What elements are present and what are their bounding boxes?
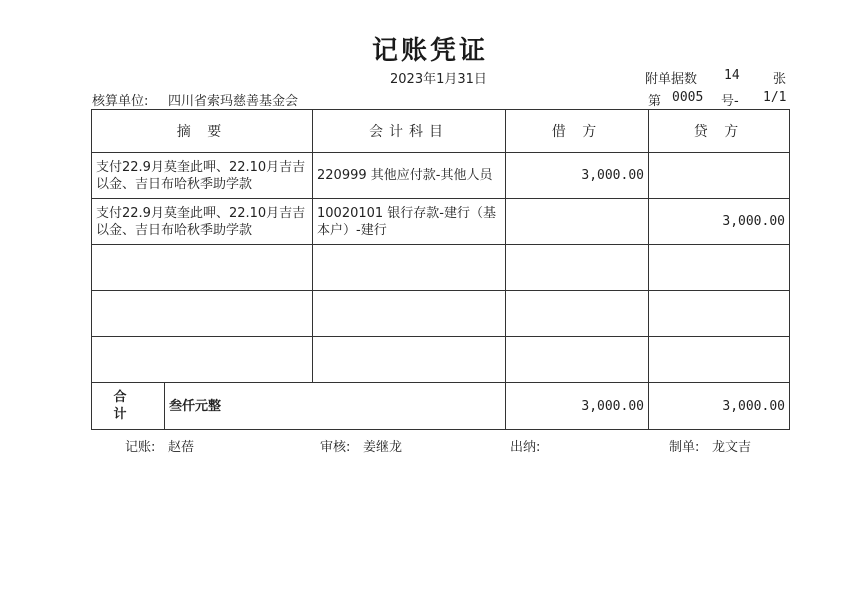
empty-cell — [649, 337, 790, 383]
empty-cell — [506, 291, 649, 337]
attachment-count: 14 — [724, 68, 740, 83]
voucher-number: 0005 — [672, 90, 704, 105]
total-cell — [92, 383, 506, 430]
voucher-page: 1/1 — [763, 90, 787, 105]
empty-cell — [92, 245, 313, 291]
row-debit: 3,000.00 — [506, 153, 649, 199]
row-debit — [506, 199, 649, 245]
empty-cell — [649, 291, 790, 337]
empty-cell — [649, 245, 790, 291]
row-account: 10020101 银行存款-建行（基本户）-建行 — [313, 199, 506, 245]
empty-cell — [313, 291, 506, 337]
table-row-empty — [92, 337, 790, 383]
attachment-label: 附单据数 — [645, 72, 698, 87]
attachment-unit: 张 — [773, 72, 787, 87]
reviewer-name: 姜继龙 — [363, 440, 403, 455]
total-debit: 3,000.00 — [506, 383, 649, 430]
column-header-account: 会计科目 — [313, 110, 506, 153]
empty-cell — [313, 337, 506, 383]
total-credit: 3,000.00 — [649, 383, 790, 430]
column-header-debit: 借 方 — [506, 110, 649, 153]
table-row-empty — [92, 245, 790, 291]
voucher-date: 2023年1月31日 — [390, 72, 487, 87]
voucher-title: 记账凭证 — [371, 36, 488, 66]
total-row — [92, 383, 790, 430]
row-summary: 支付22.9月莫奎此呷、22.10月吉吉以金、吉日布哈秋季助学款 — [92, 199, 313, 245]
table-row — [92, 153, 790, 199]
table-row — [92, 199, 790, 245]
row-credit — [649, 153, 790, 199]
voucher-number-suffix: 号- — [721, 94, 739, 109]
empty-cell — [506, 337, 649, 383]
total-amount-words: 叁仟元整 — [169, 398, 222, 414]
unit-name: 四川省索玛慈善基金会 — [168, 94, 299, 109]
table-row-empty — [92, 291, 790, 337]
table-header-row — [92, 110, 790, 153]
empty-cell — [313, 245, 506, 291]
column-header-summary: 摘 要 — [92, 110, 313, 153]
column-header-credit: 贷 方 — [649, 110, 790, 153]
bookkeeper-name: 赵蓓 — [168, 440, 195, 455]
total-label: 合 计 — [92, 383, 165, 429]
preparer-label: 制单: — [669, 440, 700, 455]
bookkeeper-label: 记账: — [125, 440, 156, 455]
unit-label: 核算单位: — [92, 94, 149, 109]
row-summary: 支付22.9月莫奎此呷、22.10月吉吉以金、吉日布哈秋季助学款 — [92, 153, 313, 199]
preparer-name: 龙文吉 — [712, 440, 752, 455]
voucher-table — [91, 109, 790, 430]
empty-cell — [92, 291, 313, 337]
cashier-label: 出纳: — [510, 440, 541, 455]
reviewer-label: 审核: — [320, 440, 351, 455]
row-account: 220999 其他应付款-其他人员 — [313, 153, 506, 199]
voucher-number-prefix: 第 — [648, 94, 662, 109]
empty-cell — [92, 337, 313, 383]
empty-cell — [506, 245, 649, 291]
row-credit: 3,000.00 — [649, 199, 790, 245]
